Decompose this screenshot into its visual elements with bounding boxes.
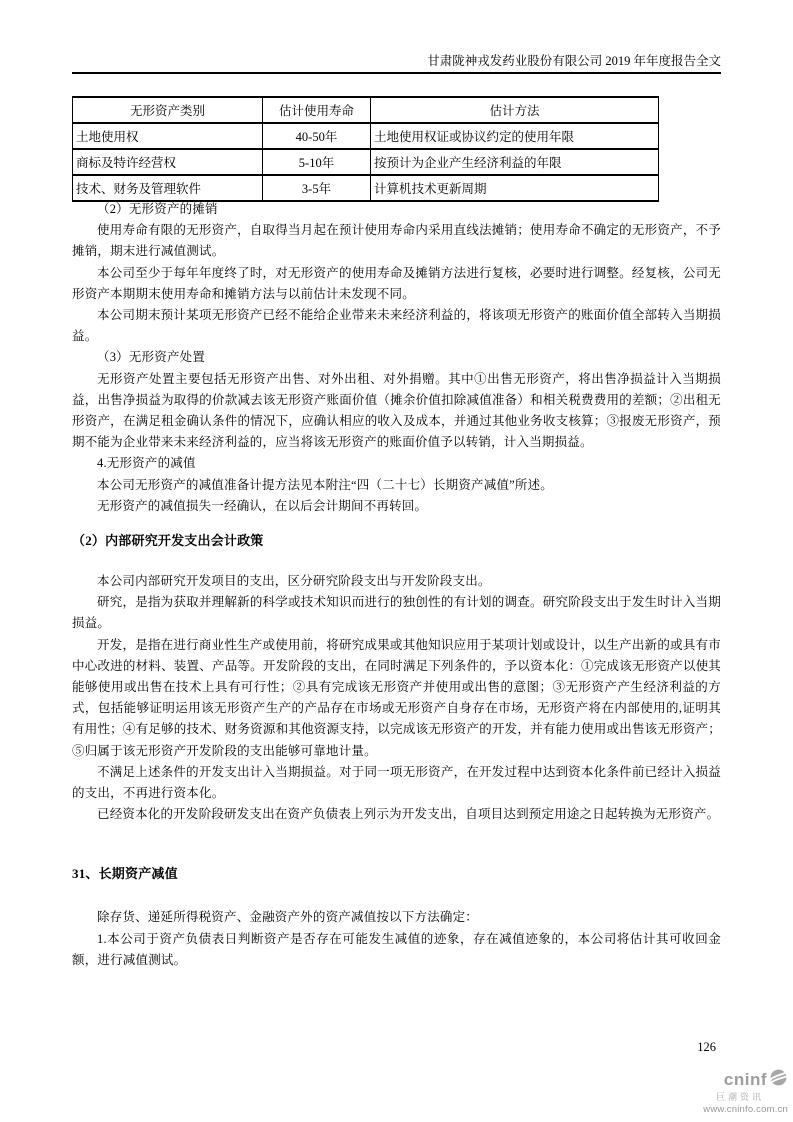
subsection-heading: （2）内部研究开发支出会计政策 [72, 533, 264, 549]
cninfo-watermark [668, 1068, 788, 1115]
paragraph: 无形资产处置主要包括无形资产出售、对外出租、对外捐赠。其中①出售无形资产，将出售净损益计入当期损益，出售净损益为取得的价款减去该无形资产账面价值（摊余价值扣除减值准备）和相关税费费用的差额；②出租无形资产，在满足租金确认条件的情况下，应确认相应的收入及成本，并通过其他业务收支核算；③报废无形资产，预期不能为企业带来未来经济利益的，应当将该无形资产的账面价值予以转销，计入当期损益。 [72, 371, 721, 450]
paragraph: （3）无形资产处置 [97, 350, 206, 365]
report-header-title: 甘肃陇神戎发药业股份有限公司 2019 年年度报告全文 [427, 54, 721, 68]
paragraph: 无形资产的减值损失一经确认，在以后会计期间不再转回。 [97, 498, 428, 513]
cninfo-brand-row [668, 1068, 788, 1091]
table-header-cell: 估计方法 [371, 97, 659, 123]
table-cell: 5-10年 [263, 149, 371, 175]
table-cell: 商标及特许经营权 [73, 149, 263, 175]
table-cell: 按预计为企业产生经济利益的年限 [371, 149, 659, 175]
paragraph: 4.无形资产的减值 [97, 456, 196, 471]
table-row [73, 149, 659, 175]
cninfo-swirl-icon [769, 1068, 788, 1091]
page-number: 126 [697, 1040, 716, 1054]
paragraph: 本公司期末预计某项无形资产已经不能给企业带来未来经济利益的，将该项无形资产的账面价值全部转入当期损益。 [72, 308, 721, 344]
table-cell: 技术、财务及管理软件 [73, 175, 263, 201]
paragraph: 本公司至少于每年年度终了时，对无形资产的使用寿命及摊销方法进行复核，必要时进行调整。经复核，公司无形资产本期期末使用寿命和摊销方法与以前估计未发现不同。 [72, 265, 721, 301]
cninfo-chinese-name: 巨潮资讯 [715, 1091, 764, 1102]
table-cell: 3-5年 [263, 175, 371, 201]
table-cell: 土地使用权 [73, 123, 263, 149]
document-body [72, 199, 721, 971]
table-cell: 40-50年 [263, 123, 371, 149]
cninfo-url: www.cninfo.com.cn [703, 1103, 788, 1115]
table-row [73, 175, 659, 201]
table-header-cell: 估计使用寿命 [263, 97, 371, 123]
table-header-cell: 无形资产类别 [73, 97, 263, 123]
paragraph: 已经资本化的开发阶段研发支出在资产负债表上列示为开发支出，自项目达到预定用途之日起转换为无形资产。 [97, 807, 720, 822]
paragraph: 研究，是指为获取并理解新的科学或技术知识而进行的独创性的有计划的调查。研究阶段支出于发生时计入当期损益。 [72, 595, 721, 631]
paragraph: 本公司无形资产的减值准备计提方法见本附注“四（二十七）长期资产减值”所述。 [97, 477, 553, 492]
table-row [73, 123, 659, 149]
paragraph: 开发，是指在进行商业性生产或使用前，将研究成果或其他知识应用于某项计划或设计，以生产出新的或具有市中心改进的材料、装置、产品等。开发阶段的支出，在同时满足下列条件的，予以资本化：①完成该无形资产以使其能够使用或出售在技术上具有可行性；②具有完成该无形资产并使用或出售的意图；③无形资产产生经济利益的方式，包括能够证明运用该无形资产生产的产品存在市场或无形资产自身存在市场，无形资产将在内部使用的,证明其有用性；④有足够的技术、财务资源和其他资源支持，以完成该无形资产的开发，并有能力使用或出售该无形资产；⑤归属于该无形资产开发阶段的支出能够可靠地计量。 [72, 637, 721, 758]
table-cell: 计算机技术更新周期 [371, 175, 659, 201]
table-cell: 土地使用权证或协议约定的使用年限 [371, 123, 659, 149]
section-heading: 31、长期资产减值 [72, 866, 178, 882]
intangible-assets-table [72, 96, 659, 202]
cninfo-brand-text: cninf [723, 1069, 767, 1089]
header-rule [72, 72, 721, 74]
table-header-row [73, 97, 659, 123]
paragraph: 使用寿命有限的无形资产，自取得当月起在预计使用寿命内采用直线法摊销；使用寿命不确定的无形资产，不予摊销，期末进行减值测试。 [72, 223, 721, 259]
paragraph: 1.本公司于资产负债表日判断资产是否存在可能发生减值的迹象，存在减值迹象的，本公司将估计其可收回金额，进行减值测试。 [72, 931, 721, 967]
paragraph: 本公司内部研究开发项目的支出，区分研究阶段支出与开发阶段支出。 [97, 574, 491, 589]
paragraph: 不满足上述条件的开发支出计入当期损益。对于同一项无形资产，在开发过程中达到资本化条件前已经计入损益的支出，不再进行资本化。 [72, 764, 721, 801]
paragraph: （2）无形资产的摊销 [97, 202, 218, 216]
paragraph: 除存货、递延所得税资产、金融资产外的资产减值按以下方法确定： [97, 910, 479, 925]
